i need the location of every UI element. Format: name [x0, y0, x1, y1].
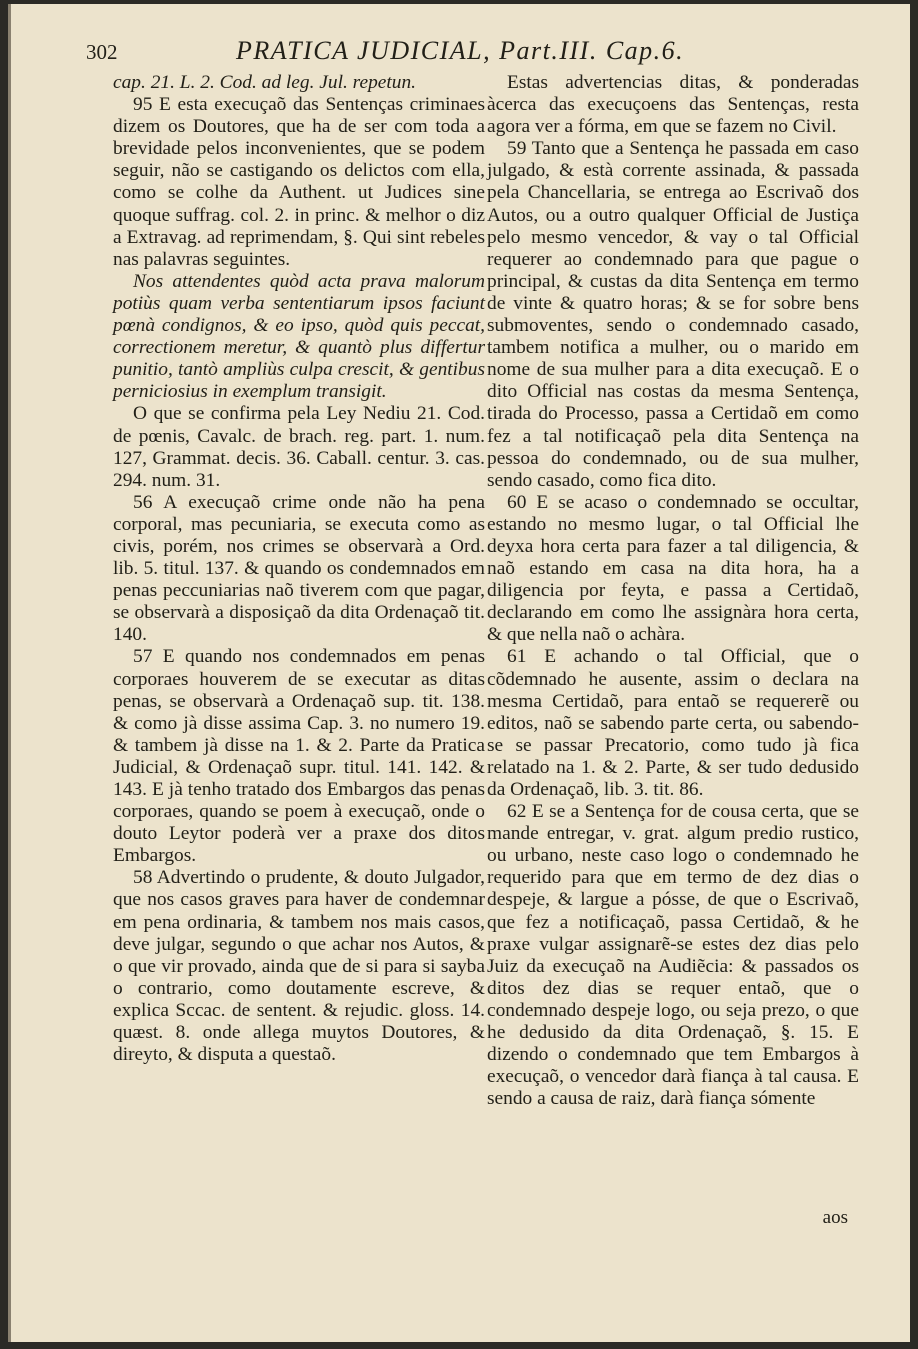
- citation-line: cap. 21. L. 2. Cod. ad leg. Jul. repetun.: [113, 72, 417, 93]
- paragraph-intro-civil: Estas advertencias ditas, & ponderadas àcerca das execuçoens das Sentenças, resta agora ver a fórma, em que se fazem no Civil.: [487, 72, 859, 138]
- right-column: [487, 72, 859, 1110]
- paragraph-62: 62 E se a Sentença for de cousa certa, que se mande entregar, v. grat. algum predio rustico, ou urbano, neste caso logo o condemnado he requerido para que em termo de dez dias o despeje, & largue a pósse, de que o Escrivaõ, que fez a notificaçaõ, passa Certidaõ, & he praxe vulgar assignarẽ-se estes dez dias pelo Juiz da execuçaõ na Audiẽcia: & passados os ditos dez dias se requer entaõ, que o condemnado despeje logo, ou seja prezo, o que he dedusido da dita Ordenaçaõ, §. 15. E dizendo o condemnado que tem Embargos à execuçaõ, o vencedor darà fiança à tal causa. E sendo a causa de raiz, darà fiança sómente: [487, 801, 859, 1110]
- page-header: [86, 34, 870, 70]
- catchword: aos: [822, 1207, 848, 1228]
- left-column: [113, 72, 485, 1066]
- latin-quotation: Nos attendentes quòd acta prava malorum potiùs quam verba sententiarum ipsos faciunt pœnà condignos, & eo ipso, quòd quis peccat, correctionem meretur, & quantò plus differtur punitio, tantò ampliùs culpa crescit, & gentibus perniciosius in exemplum transigit.: [113, 270, 485, 403]
- paragraph-95: 95 E esta execuçaõ das Sentenças criminaes dizem os Doutores, que ha de ser com toda a brevidade pelos inconvenientes, que se podem seguir, não se castigando os delictos com ella, como se colhe da Authent. ut Judices sine quoque suffrag. col. 2. in princ. & melhor o diz a Extravag. ad reprimendam, §. Qui sint rebeles nas palavras seguintes.: [113, 94, 485, 270]
- paragraph-57: 57 E quando nos condemnados em penas corporaes houverem de se executar as ditas penas, se observarà a Ordenaçaõ sup. tit. 138. & como jà disse assima Cap. 3. no numero 19. & tambem jà disse na 1. & 2. Parte da Pratica Judicial, & Ordenaçaõ supr. titul. 141. 142. & 143. E jà tenho tratado dos Embargos das penas corporaes, quando se poem à execuçaõ, onde o douto Leytor poderà ver a praxe dos ditos Embargos.: [113, 646, 485, 867]
- paragraph-59: 59 Tanto que a Sentença he passada em caso julgado, & està corrente assinada, & passada pela Chancellaria, se entrega ao Escrivaõ dos Autos, ou a outro qualquer Official de Justiça pelo mesmo vencedor, & vay o tal Official requerer ao condemnado para que pague o principal, & custas da dita Sentença em termo de vinte & quatro horas; & se for sobre bens submoventes, sendo o condemnado casado, tambem notifica a mulher, ou o marido em nome de sua mulher para a dita execuçaõ. E o dito Official nas costas da mesma Sentença, tirada do Processo, passa a Certidaõ em como fez a tal notificaçaõ pela dita Sentença na pessoa do condemnado, ou de sua mulher, sendo casado, como fica dito.: [487, 138, 859, 491]
- paragraph-56: 56 A execuçaõ crime onde não ha pena corporal, mas pecuniaria, se executa como as civis, porém, nos crimes se observarà a Ord. lib. 5. titul. 137. & quando os condemnados em penas peccuniarias naõ tiverem com que pagar, se observarà a disposiçaõ da dita Ordenaçaõ tit. 140.: [113, 491, 485, 646]
- paragraph-61: 61 E achando o tal Official, que o cõdemnado he ausente, assim o declara na mesma Certidaõ, para entaõ se requererẽ ou editos, naõ se sabendo parte certa, ou sabendo-se se passar Precatorio, como tudo jà fica relatado na 1. & 2. Parte, & ser tudo dedusido da Ordenaçaõ, lib. 3. tit. 86.: [487, 646, 859, 800]
- paragraph-confirmation: O que se confirma pela Ley Nediu 21. Cod. de pœnis, Cavalc. de brach. reg. part. 1. num. 127, Grammat. decis. 36. Caball. centur. 3. cas. 294. num. 31.: [113, 403, 485, 491]
- paragraph-58: 58 Advertindo o prudente, & douto Julgador, que nos casos graves para haver de condemnar em pena ordinaria, & tambem nos mais casos, deve julgar, segundo o que achar nos Autos, & o que vir provado, ainda que de si para si sayba o contrario, como doutamente escreve, & explica Sccac. de sentent. & rejudic. gloss. 14. quæst. 8. onde allega muytos Doutores, & direyto, & disputa a questaõ.: [113, 867, 485, 1066]
- running-title: PRATICA JUDICIAL, Part.III. Cap.6.: [236, 36, 685, 65]
- paragraph-60: 60 E se acaso o condemnado se occultar, estando no mesmo lugar, o tal Official lhe deyxa hora certa para fazer a tal diligencia, & naõ estando em casa na dita hora, ha a diligencia por feyta, e passa a Certidaõ, declarando em como lhe assignàra hora certa, & que nella naõ o achàra.: [487, 491, 859, 646]
- book-page: [8, 4, 910, 1342]
- page-number: 302: [86, 40, 118, 64]
